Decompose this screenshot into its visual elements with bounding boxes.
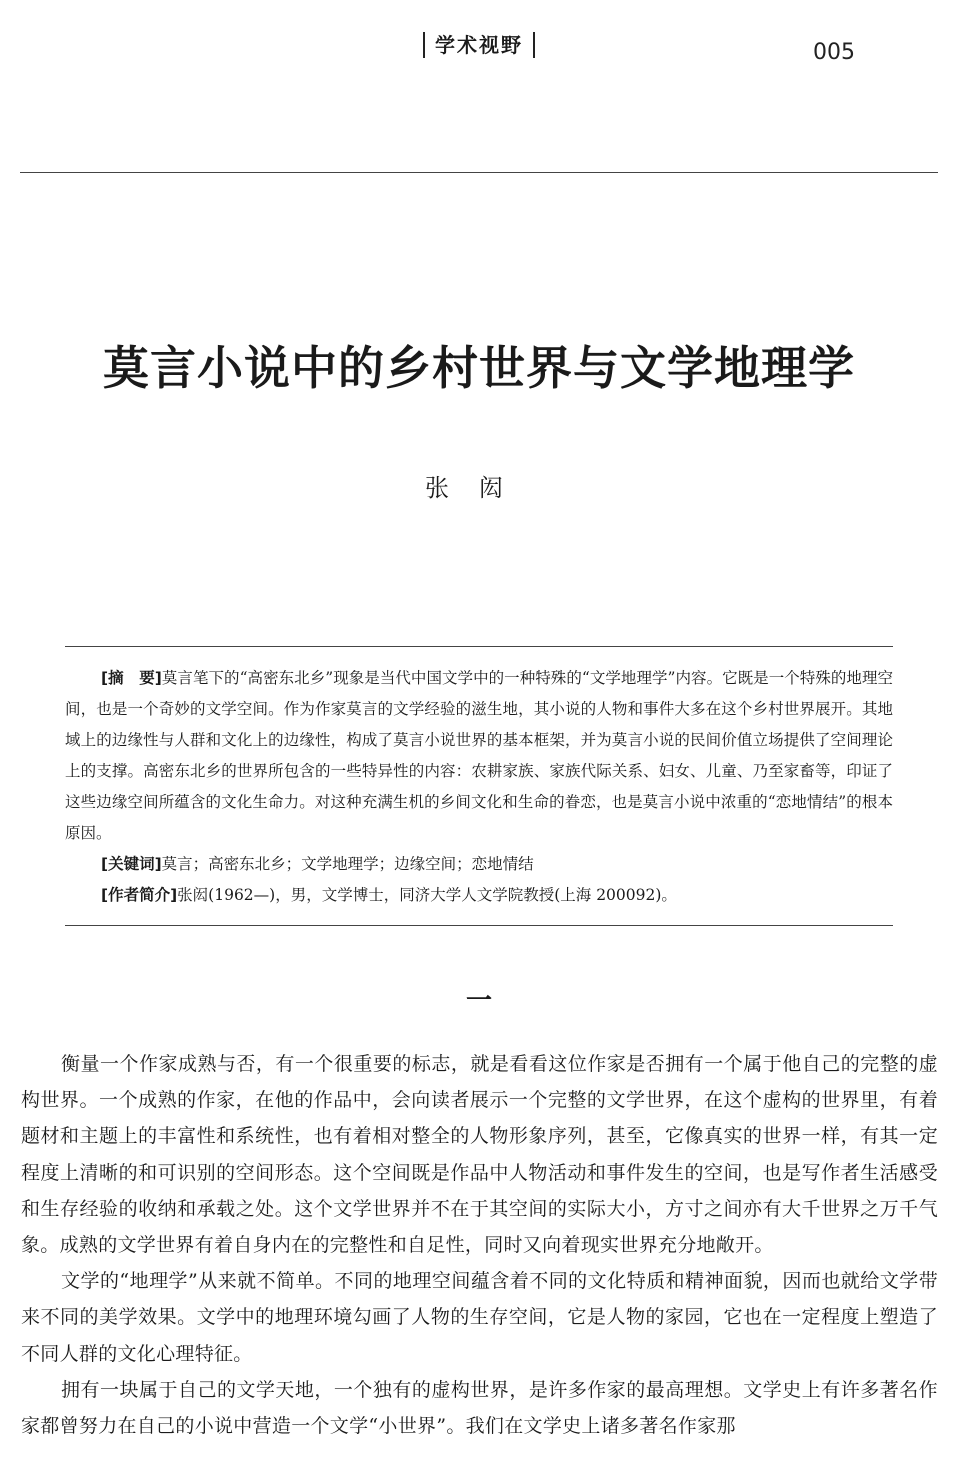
keywords-text: 莫言；高密东北乡；文学地理学；边缘空间；恋地情结 xyxy=(161,855,534,873)
author-intro-text: 张闳(1962—)，男，文学博士，同济大学人文学院教授(上海 200092)。 xyxy=(177,886,677,904)
author-intro-paragraph xyxy=(65,880,893,911)
body-paragraph: 文学的“地理学”从来就不简单。不同的地理空间蕴含着不同的文化特质和精神面貌，因而也就给文学带来不同的美学效果。文学中的地理环境勾画了人物的生存空间，它是人物的家园，它也在一定程度上塑造了不同人群的文化心理特征。 xyxy=(21,1270,938,1365)
keywords-paragraph xyxy=(65,849,893,880)
abstract-label: [摘 要] xyxy=(101,669,162,687)
body-paragraph: 衡量一个作家成熟与否，有一个很重要的标志，就是看看这位作家是否拥有一个属于他自己的完整的虚构世界。一个成熟的作家，在他的作品中，会向读者展示一个完整的文学世界，在这个虚构的世界里，有着题材和主题上的丰富性和系统性，也有着相对整全的人物形象序列，甚至，它像真实的世界一样，有其一定程度上清晰的和可识别的空间形态。这个空间既是作品中人物活动和事件发生的空间，也是写作者生活感受和生存经验的收纳和承载之处。这个文学世界并不在于其空间的实际大小，方寸之间亦有大千世界之万千气象。成熟的文学世界有着自身内在的完整性和自足性，同时又向着现实世界充分地敞开。 xyxy=(21,1053,938,1257)
section-label: 学术视野 xyxy=(423,32,535,58)
article-title: 莫言小说中的乡村世界与文学地理学 xyxy=(103,341,855,395)
page-number: 005 xyxy=(813,40,855,65)
author-intro-label: [作者简介] xyxy=(101,886,178,904)
abstract-paragraph xyxy=(65,663,893,849)
header-divider xyxy=(20,172,938,173)
body-text xyxy=(21,1046,938,1444)
abstract-text: 莫言笔下的“高密东北乡”现象是当代中国文学中的一种特殊的“文学地理学”内容。它既是一个特殊的地理空间，也是一个奇妙的文学空间。作为作家莫言的文学经验的滋生地，其小说的人物和事件大多在这个乡村世界展开。其地域上的边缘性与人群和文化上的边缘性，构成了莫言小说世界的基本框架，并为莫言小说的民间价值立场提供了空间理论上的支撑。高密东北乡的世界所包含的一些特异性的内容：农耕家族、家族代际关系、妇女、儿童、乃至家畜等，印证了这些边缘空间所蕴含的文化生命力。对这种充满生机的乡间文化和生命的眷恋，也是莫言小说中浓重的“恋地情结”的根本原因。 xyxy=(65,669,894,842)
keywords-label: [关键词] xyxy=(101,855,162,873)
author-name: 张闳 xyxy=(425,474,533,502)
abstract-block xyxy=(65,646,893,926)
section-heading: 一 xyxy=(465,986,492,1016)
body-paragraph: 拥有一块属于自己的文学天地，一个独有的虚构世界，是许多作家的最高理想。文学史上有许多著名作家都曾努力在自己的小说中营造一个文学“小世界”。我们在文学史上诸多著名作家那 xyxy=(21,1378,938,1438)
